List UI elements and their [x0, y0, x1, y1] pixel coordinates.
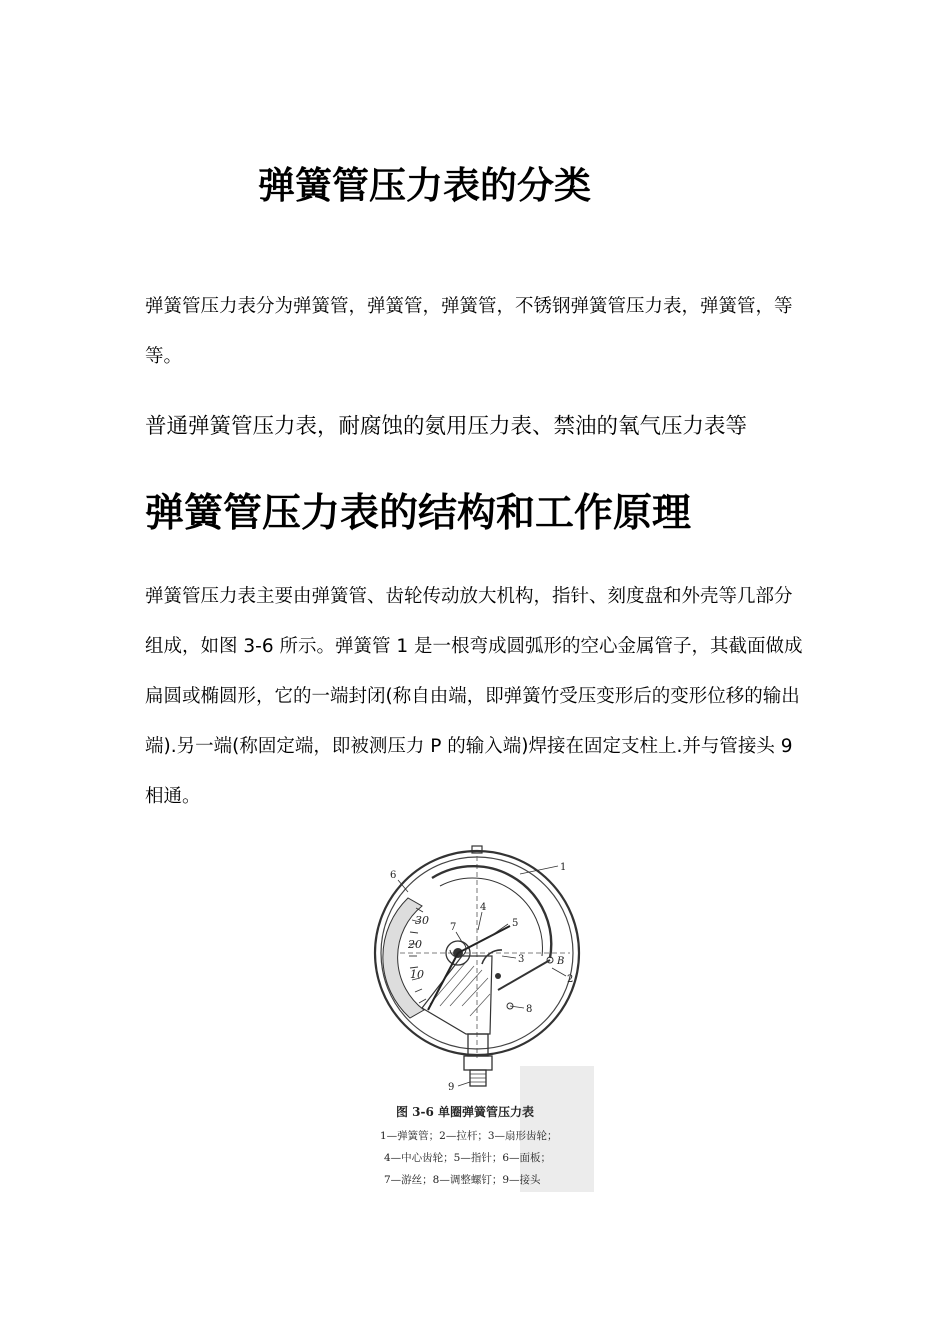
socket-body — [468, 1034, 488, 1056]
thread-lines — [470, 1074, 486, 1082]
figure-caption-title: 图 3-6 单圈弹簧管压力表 — [396, 1105, 535, 1119]
section-title-structure: 弹簧管压力表的结构和工作原理 — [145, 491, 692, 536]
part-label-1: 1 — [560, 862, 567, 873]
figure-legend-line-1: 1—弹簧管；2—拉杆；3—扇形齿轮； — [380, 1130, 558, 1142]
scale-label-30: 30 — [415, 914, 429, 927]
sector-pivot — [495, 973, 501, 979]
part-label-8: 8 — [526, 1004, 533, 1015]
point-label-b: B — [557, 956, 565, 967]
fixed-support — [422, 956, 492, 1034]
section-title-classification: 弹簧管压力表的分类 — [258, 164, 591, 207]
pointer-tail — [428, 953, 458, 1010]
part-label-9: 9 — [448, 1082, 455, 1093]
paragraph-types: 普通弹簧管压力表，耐腐蚀的氨用压力表、禁油的氧气压力表等 — [145, 414, 748, 439]
pressure-gauge-figure — [370, 838, 594, 1192]
part-label-2: 2 — [567, 974, 574, 985]
pointer-needle — [458, 926, 510, 953]
paragraph-classification: 弹簧管压力表分为弹簧管，弹簧管，弹簧管，不锈钢弹簧管压力表，弹簧管，等等。 — [145, 296, 793, 367]
part-label-7: 7 — [450, 922, 457, 933]
part-label-3: 3 — [518, 954, 525, 965]
figure-legend-line-3: 7—游丝；8—调整螺钉；9—接头 — [384, 1174, 541, 1186]
scale-label-10: 10 — [410, 968, 424, 981]
scale-label-20: 20 — [408, 938, 422, 951]
paragraph-structure: 弹簧管压力表主要由弹簧管、齿轮传动放大机构，指针、刻度盘和外壳等几部分组成，如图 3-6 所示。弹簧管 1 是一根弯成圆弧形的空心金属管子，其截面做成扁圆或椭圆形，它的一端封闭(称自由端，即弹簧竹受压变形后的变形位移的输出端).另一端(称固定端，即被测压力 P 的输入端)焊接在固定支柱上.并与管接头 9 相通。 — [145, 586, 803, 807]
figure-legend-line-2: 4—中心齿轮；5—指针；6—面板； — [384, 1152, 552, 1164]
pressure-gauge-diagram — [370, 838, 594, 1192]
part-label-4: 4 — [480, 902, 487, 913]
part-label-5: 5 — [512, 918, 519, 929]
bourdon-tube-inner — [440, 878, 542, 956]
hex-nut — [464, 1056, 492, 1070]
part-label-6: 6 — [390, 870, 397, 881]
